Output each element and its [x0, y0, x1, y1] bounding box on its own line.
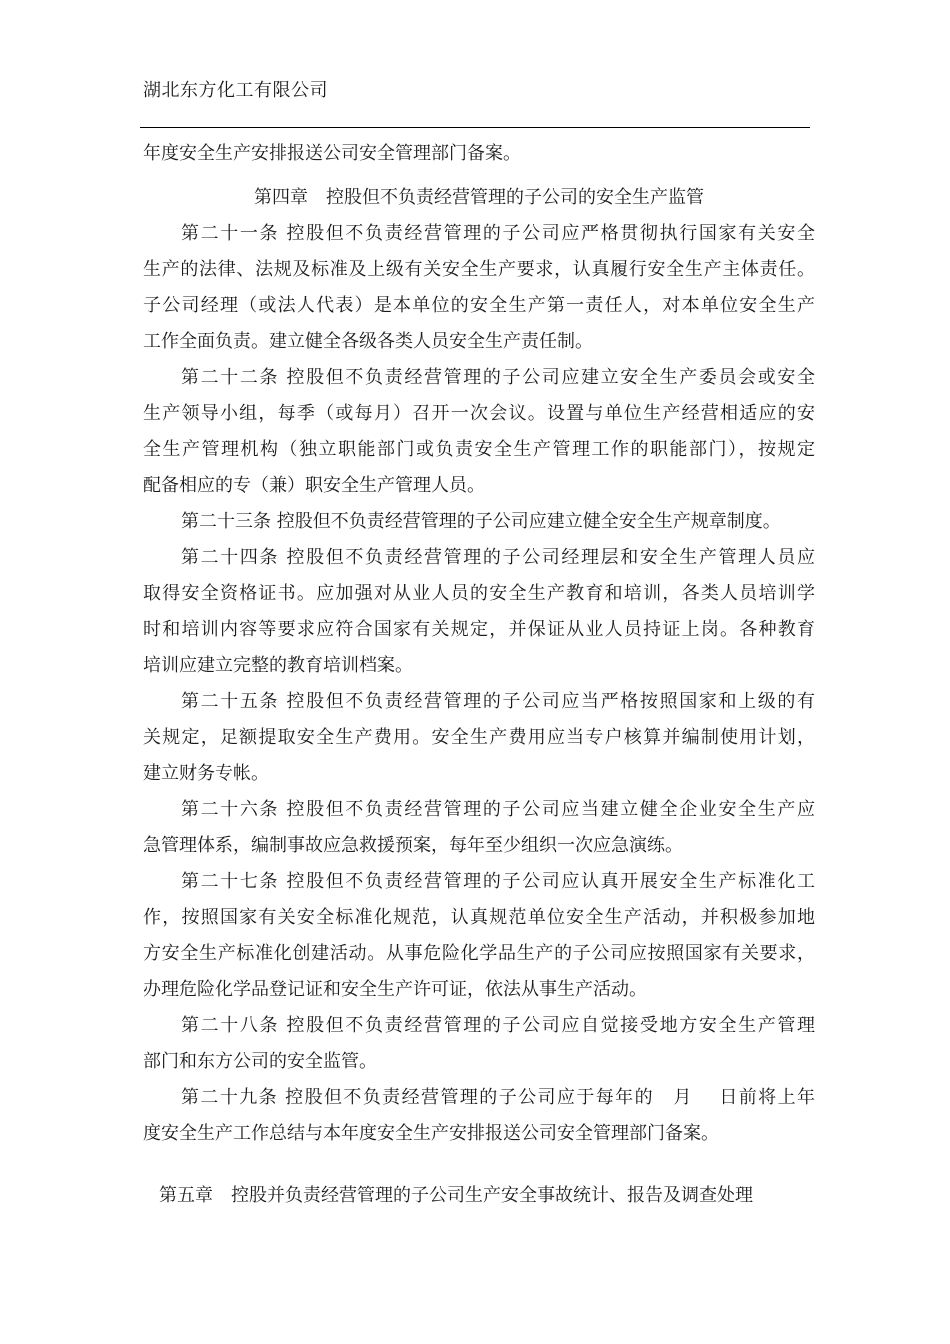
article-line: 第二十四条 控股但不负责经营管理的子公司经理层和安全生产管理人员应 — [181, 547, 815, 568]
article-line: 时和培训内容等要求应符合国家有关规定，并保证从业人员持证上岗。各种教育 — [143, 619, 815, 640]
article-line: 配备相应的专（兼）职安全生产管理人员。 — [143, 475, 485, 496]
article-24 — [143, 540, 815, 684]
article-line: 工作全面负责。建立健全各级各类人员安全生产责任制。 — [143, 331, 593, 352]
article-29 — [143, 1080, 815, 1152]
article-28 — [143, 1008, 815, 1080]
continuation-line: 年度安全生产安排报送公司安全管理部门备案。 — [143, 143, 521, 164]
article-line: 作，按照国家有关安全标准化规范，认真规范单位安全生产活动，并积极参加地 — [143, 907, 815, 928]
article-line: 方安全生产标准化创建活动。从事危险化学品生产的子公司应按照国家有关要求， — [143, 943, 815, 964]
chapter-4-title: 第四章 控股但不负责经营管理的子公司的安全生产监管 — [254, 187, 704, 208]
article-line: 生产的法律、法规及标准及上级有关安全生产要求，认真履行安全生产主体责任。 — [143, 259, 815, 280]
article-line: 度安全生产工作总结与本年度安全生产安排报送公司安全管理部门备案。 — [143, 1123, 719, 1144]
article-line: 生产领导小组，每季（或每月）召开一次会议。设置与单位生产经营相适应的安 — [143, 403, 815, 424]
article-21 — [143, 216, 815, 360]
article-line: 第二十二条 控股但不负责经营管理的子公司应建立安全生产委员会或安全 — [181, 367, 815, 388]
article-line: 关规定，足额提取安全生产费用。安全生产费用应当专户核算并编制使用计划， — [143, 727, 815, 748]
article-23 — [143, 504, 815, 540]
article-line: 办理危险化学品登记证和安全生产许可证，依法从事生产活动。 — [143, 979, 647, 1000]
article-line: 全生产管理机构（独立职能部门或负责安全生产管理工作的职能部门），按规定 — [143, 439, 815, 460]
document-header: 湖北东方化工有限公司 — [143, 80, 328, 101]
article-line: 取得安全资格证书。应加强对从业人员的安全生产教育和培训，各类人员培训学 — [143, 583, 815, 604]
article-line: 培训应建立完整的教育培训档案。 — [143, 655, 413, 676]
header-rule — [140, 127, 810, 128]
article-line: 第二十九条 控股但不负责经营管理的子公司应于每年的 月 日前将上年 — [181, 1087, 815, 1108]
article-line: 第二十一条 控股但不负责经营管理的子公司应严格贯彻执行国家有关安全 — [181, 223, 815, 244]
article-line: 建立财务专帐。 — [143, 763, 269, 784]
document-body — [143, 136, 815, 1152]
article-25 — [143, 684, 815, 792]
article-22 — [143, 360, 815, 504]
article-line: 第二十六条 控股但不负责经营管理的子公司应当建立健全企业安全生产应 — [181, 799, 815, 820]
article-line: 第二十八条 控股但不负责经营管理的子公司应自觉接受地方安全生产管理 — [181, 1015, 815, 1036]
article-line: 部门和东方公司的安全监管。 — [143, 1051, 377, 1072]
article-26 — [143, 792, 815, 864]
article-line: 第二十三条 控股但不负责经营管理的子公司应建立健全安全生产规章制度。 — [181, 511, 781, 532]
article-line: 第二十七条 控股但不负责经营管理的子公司应认真开展安全生产标准化工 — [181, 871, 815, 892]
article-line: 子公司经理（或法人代表）是本单位的安全生产第一责任人，对本单位安全生产 — [143, 295, 815, 316]
article-line: 第二十五条 控股但不负责经营管理的子公司应当严格按照国家和上级的有 — [181, 691, 815, 712]
chapter-5-title: 第五章 控股并负责经营管理的子公司生产安全事故统计、报告及调查处理 — [159, 1185, 753, 1206]
article-line: 急管理体系，编制事故应急救援预案，每年至少组织一次应急演练。 — [143, 835, 683, 856]
article-27 — [143, 864, 815, 1008]
